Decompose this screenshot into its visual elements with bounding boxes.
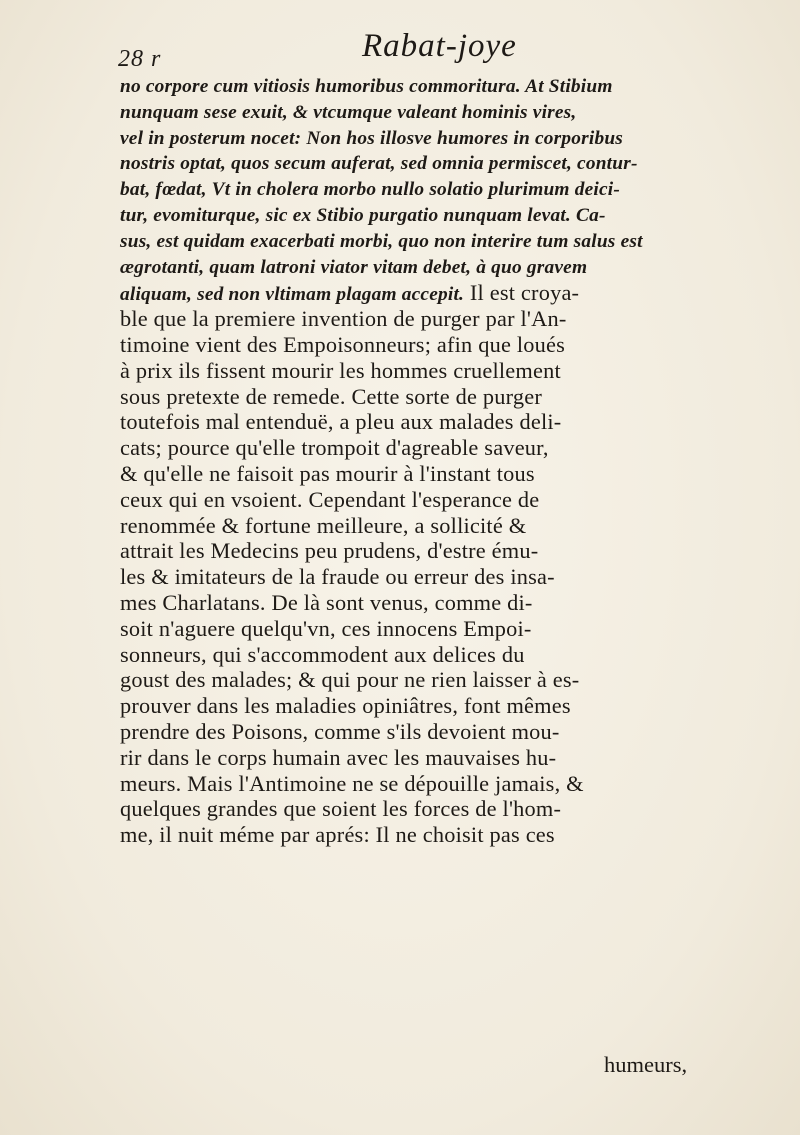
- text-line: bat, fœdat, Vt in cholera morbo nullo solatio plurimum deici-: [120, 179, 621, 201]
- text-line: ægrotanti, quam latroni viator vitam debet, à quo gravem: [120, 256, 588, 278]
- text-line: ble que la premiere invention de purger par l'An-: [120, 306, 567, 332]
- french-segment: Il est croya-: [464, 280, 580, 306]
- text-line: prouver dans les maladies opiniâtres, font mêmes: [120, 693, 571, 719]
- text-line: rir dans le corps humain avec les mauvaises hu-: [120, 744, 557, 770]
- text-line: & qu'elle ne faisoit pas mourir à l'instant tous: [120, 460, 535, 486]
- body-text: [120, 74, 740, 848]
- text-line: me, il nuit méme par aprés: Il ne choisit pas ces: [120, 822, 555, 848]
- latin-segment: aliquam, sed non vltimam plagam accepit.: [120, 284, 465, 306]
- text-line: vel in posterum nocet: Non hos illosve humores in corporibus: [120, 127, 624, 149]
- text-line: no corpore cum vitiosis humoribus commoritura. At Stibium: [120, 76, 613, 97]
- text-line: nunquam sese exuit, & vtcumque valeant hominis vires,: [120, 101, 577, 123]
- catchword: humeurs,: [604, 1052, 688, 1077]
- text-line: sonneurs, qui s'accommodent aux delices du: [120, 641, 525, 667]
- text-line: goust des malades; & qui pour ne rien laisser à es-: [120, 667, 580, 693]
- text-line: timoine vient des Empoisonneurs; afin que loués: [120, 331, 566, 357]
- text-line: soit n'aguere quelqu'vn, ces innocens Empoi-: [120, 615, 532, 641]
- text-line: sus, est quidam exacerbati morbi, quo non interire tum salus est: [120, 230, 643, 252]
- text-line: ceux qui en vsoient. Cependant l'esperance de: [120, 486, 540, 512]
- text-line: meurs. Mais l'Antimoine ne se dépouille jamais, &: [120, 770, 584, 796]
- text-line: quelques grandes que soient les forces de l'hom-: [120, 796, 562, 822]
- page-header: [104, 18, 724, 78]
- text-line: [120, 280, 740, 306]
- text-line: mes Charlatans. De là sont venus, comme di-: [120, 589, 533, 615]
- running-head: Rabat-joye: [362, 28, 517, 64]
- text-line: attrait les Medecins peu prudens, d'estre ému-: [120, 538, 539, 564]
- page-number: 28 r: [118, 46, 162, 72]
- text-line: nostris optat, quos secum auferat, sed omnia permiscet, contur-: [120, 153, 638, 175]
- text-line: tur, evomiturque, sic ex Stibio purgatio nunquam levat. Ca-: [120, 204, 606, 226]
- text-line: cats; pource qu'elle trompoit d'agreable saveur,: [120, 435, 549, 461]
- text-line: à prix ils fissent mourir les hommes cruellement: [120, 357, 561, 383]
- text-line: prendre des Poisons, comme s'ils devoient mou-: [120, 718, 560, 744]
- text-line: renommée & fortune meilleure, a sollicité &: [120, 512, 527, 538]
- text-line: les & imitateurs de la fraude ou erreur des insa-: [120, 564, 555, 590]
- text-line: toutefois mal entenduë, a pleu aux malades deli-: [120, 409, 562, 435]
- text-line: sous pretexte de remede. Cette sorte de purger: [120, 383, 542, 409]
